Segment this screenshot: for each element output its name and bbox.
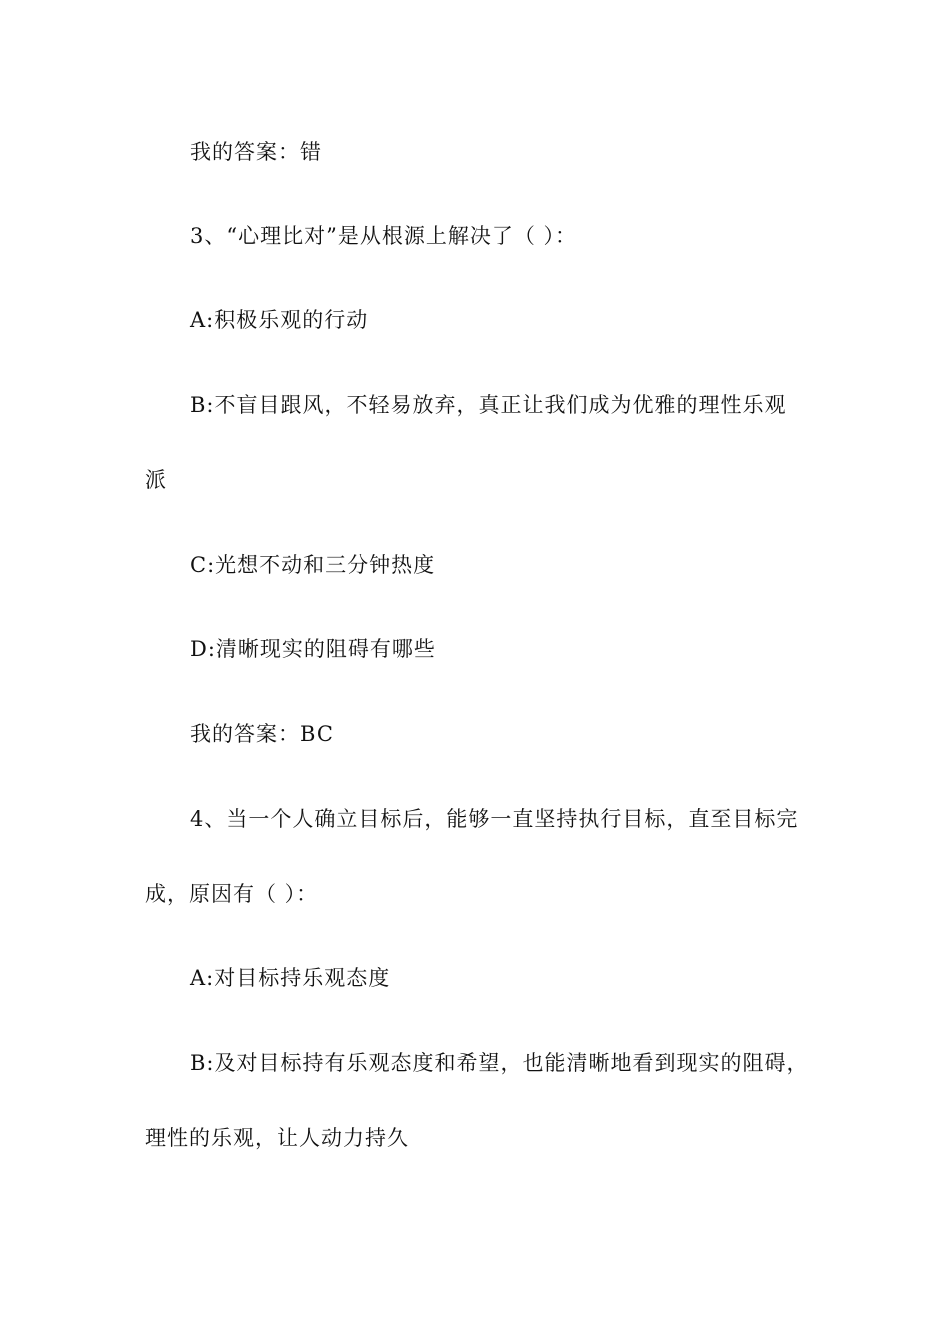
q3-option-b-continued: 派 [145,468,167,492]
q4-option-b: B:及对目标持有乐观态度和希望，也能清晰地看到现实的阻碍， [190,1051,809,1075]
answer-line-q2: 我的答案：错 [190,140,322,164]
question-3: 3、“心理比对”是从根源上解决了（ ）： [190,224,578,248]
q3-option-d: D:清晰现实的阻碍有哪些 [190,637,436,661]
q3-option-a: A:积极乐观的行动 [190,308,369,332]
answer-line-q3: 我的答案：BC [190,722,334,746]
question-4: 4、当一个人确立目标后，能够一直坚持执行目标，直至目标完 [190,807,799,831]
question-4-continued: 成，原因有（ ）： [145,882,319,906]
q3-option-b: B:不盲目跟风，不轻易放弃，真正让我们成为优雅的理性乐观 [190,393,787,417]
q3-option-c: C:光想不动和三分钟热度 [190,553,436,577]
q4-option-b-continued: 理性的乐观，让人动力持久 [145,1126,409,1150]
q4-option-a: A:对目标持乐观态度 [190,966,391,990]
